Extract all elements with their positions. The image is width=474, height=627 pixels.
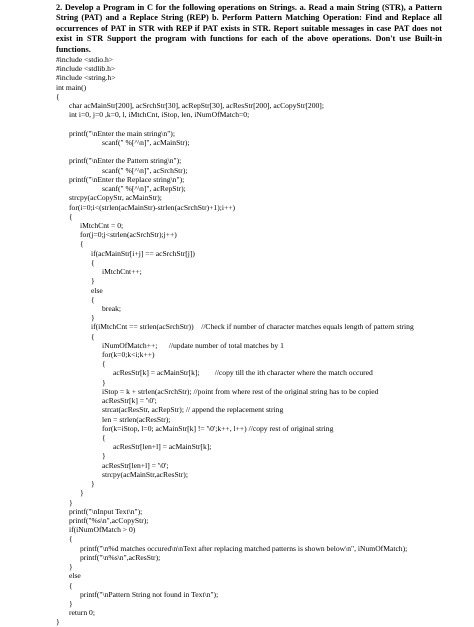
code-line: acResStr[len+l] = acMainStr[k]; [113, 442, 212, 452]
code-line: strcat(acResStr, acRepStr); // append the replacement string [102, 405, 284, 415]
code-line: } [69, 562, 73, 572]
code-line: acResStr[len+l] = '\0'; [102, 460, 169, 470]
code-line: strcpy(acMainStr,acResStr); [102, 469, 188, 479]
code-line: if(iMtchCnt == strlen(acSrchStr)) //Check if number of character matches equals length of pattern string [91, 322, 414, 332]
code-line: } [102, 451, 106, 461]
code-line: { [91, 257, 95, 267]
code-line: iMtchCnt++; [102, 267, 142, 277]
code-line: acResStr[k] = '\0'; [102, 396, 157, 406]
code-line: printf("\nInput Text\n"); [69, 506, 143, 516]
code-line: printf("\n%d matches occured\n\nText after replacing matched patterns is shown below\n", iNumOfMatch); [80, 543, 408, 553]
code-line: { [102, 359, 106, 369]
document-page [56, 3, 442, 627]
code-line: char acMainStr[200], acSrchStr[30], acRepStr[30], acResStr[200], acCopyStr[200]; [69, 101, 324, 111]
code-line: iMtchCnt = 0; [80, 220, 124, 230]
code-line: if(acMainStr[i+j] == acSrchStr[j]) [91, 248, 195, 258]
code-line: strcpy(acCopyStr, acMainStr); [69, 193, 162, 203]
code-line: } [69, 598, 73, 608]
code-line: int i=0, j=0 ,k=0, l, iMtchCnt, iStop, len, iNumOfMatch=0; [69, 110, 250, 120]
code-line: } [102, 377, 106, 387]
code-line: len = strlen(acResStr); [102, 414, 171, 424]
code-line: } [80, 488, 84, 498]
code-line: for(k=0;k<i;k++) [102, 350, 155, 360]
code-listing [56, 55, 442, 627]
code-line: else [69, 571, 81, 581]
code-line: { [69, 580, 73, 590]
code-line: { [69, 534, 73, 544]
code-line: acResStr[k] = acMainStr[k]; //copy till the ith character where the match occured [113, 368, 373, 378]
code-line: for(k=iStop, l=0; acMainStr[k] != '\0';k++, l++) //copy rest of original string [102, 423, 334, 433]
code-line: { [91, 331, 95, 341]
code-line: #include <string.h> [56, 73, 116, 83]
code-line: else [91, 285, 103, 295]
code-line: int main() [56, 82, 87, 92]
code-line: printf("\n%s\n",acResStr); [80, 552, 161, 562]
code-line: } [91, 313, 95, 323]
question-text: 2. Develop a Program in C for the following operations on Strings. a. Read a main String (STR), a Pattern String (PAT) and a Replace String (REP) b. Perform Pattern Matching Operation: Find and Replace all occurrences of PAT in STR with REP if PAT exists in STR. Report suitable messages in case PAT does not exist in STR Support the program with functions for each of the above operations. Don't use Built-in functions. [56, 3, 442, 54]
code-line: printf("\nEnter the Replace string\n"); [69, 174, 185, 184]
code-line: printf("\nEnter the main string\n"); [69, 128, 175, 138]
code-line: } [91, 276, 95, 286]
code-line: } [91, 479, 95, 489]
code-line [56, 120, 442, 129]
code-line: } [56, 617, 60, 627]
code-line: break; [102, 303, 121, 313]
code-line: iNumOfMatch++; //update number of total matches by 1 [102, 340, 284, 350]
code-line: { [69, 211, 73, 221]
code-line: #include <stdio.h> [56, 55, 114, 65]
code-line: scanf(" %[^\n]", acRepStr); [102, 184, 186, 194]
code-line: printf("%s\n",acCopyStr); [69, 515, 149, 525]
code-line: printf("\nPattern String not found in Text\n"); [80, 589, 219, 599]
code-line: if(iNumOfMatch > 0) [69, 525, 136, 535]
code-line: printf("\nEnter the Pattern string\n"); [69, 156, 182, 166]
code-line: for(j=0;j<strlen(acSrchStr);j++) [80, 230, 177, 240]
code-line: return 0; [69, 608, 95, 618]
code-line: iStop = k + strlen(acSrchStr); //point from where rest of the original string has to be copied [102, 386, 379, 396]
code-line [56, 147, 442, 156]
code-line: #include <stdlib.h> [56, 64, 116, 74]
code-line: { [102, 433, 106, 442]
code-line: { [80, 239, 84, 249]
code-line: { [56, 91, 60, 101]
code-line: scanf(" %[^\n]", acMainStr); [102, 138, 190, 147]
code-line: for(i=0;i<(strlen(acMainStr)-strlen(acSrchStr)+1);i++) [69, 202, 236, 212]
code-line: { [91, 294, 95, 304]
code-line: } [69, 497, 73, 507]
code-line: scanf(" %[^\n]", acSrchStr); [102, 165, 188, 175]
